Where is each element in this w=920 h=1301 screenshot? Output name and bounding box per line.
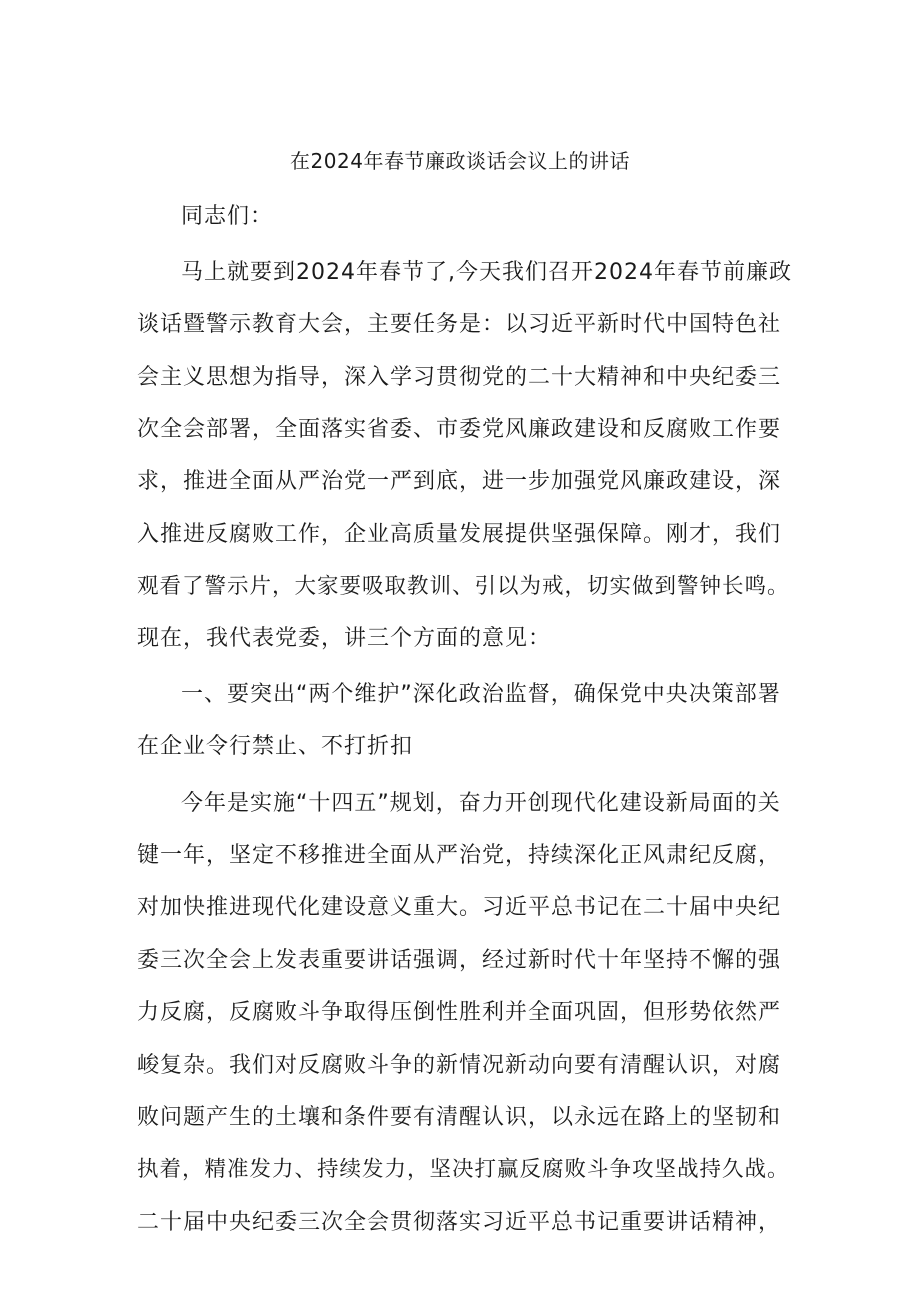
paragraph-2-line: 二十届中央纪委三次全会贯彻落实习近平总书记重要讲话精神，	[137, 1210, 782, 1235]
paragraph-1-line: 现在，我代表党委，讲三个方面的意见：	[137, 626, 552, 651]
paragraph-1-line: 次全会部署，全面落实省委、市委党风廉政建设和反腐败工作要	[137, 417, 782, 442]
paragraph-2-line: 委三次全会上发表重要讲话强调，经过新时代十年坚持不懈的强	[137, 948, 782, 973]
paragraph-2-line: 力反腐，反腐败斗争取得压倒性胜利并全面巩固，但形势依然严	[137, 1000, 782, 1025]
section-heading-line: 一、要突出“两个维护”深化政治监督，确保党中央决策部署	[181, 682, 781, 707]
paragraph-2-line: 对加快推进现代化建设意义重大。习近平总书记在二十届中央纪	[137, 895, 782, 920]
paragraph-1-line: 谈话暨警示教育大会，主要任务是：以习近平新时代中国特色社	[137, 312, 782, 337]
section-heading-line: 在企业令行禁止、不打折扣	[137, 734, 414, 759]
paragraph-1-line: 观看了警示片，大家要吸取教训、引以为戒，切实做到警钟长鸣。	[137, 574, 790, 599]
paragraph-2-line: 今年是实施“十四五”规划，奋力开创现代化建设新局面的关	[181, 791, 781, 816]
paragraph-2-line: 键一年，坚定不移推进全面从严治党，持续深化正风肃纪反腐，	[137, 843, 782, 868]
salutation: 同志们：	[181, 204, 274, 229]
paragraph-2-line: 峻复杂。我们对反腐败斗争的新情况新动向要有清醒认识，对腐	[137, 1053, 782, 1078]
paragraph-1-line: 会主义思想为指导，深入学习贯彻党的二十大精神和中央纪委三	[137, 365, 782, 390]
paragraph-1-line: 求，推进全面从严治党一严到底，进一步加强党风廉政建设，深	[137, 469, 782, 494]
paragraph-2-line: 执着，精准发力、持续发力，坚决打赢反腐败斗争攻坚战持久战。	[137, 1157, 790, 1182]
paragraph-2-line: 败问题产生的土壤和条件要有清醒认识，以永远在路上的坚韧和	[137, 1105, 782, 1130]
paragraph-1-line: 入推进反腐败工作，企业高质量发展提供坚强保障。刚才，我们	[137, 522, 782, 547]
paragraph-1-line: 马上就要到2024年春节了,今天我们召开2024年春节前廉政	[181, 260, 792, 285]
document-title: 在2024年春节廉政谈话会议上的讲话	[290, 149, 630, 173]
